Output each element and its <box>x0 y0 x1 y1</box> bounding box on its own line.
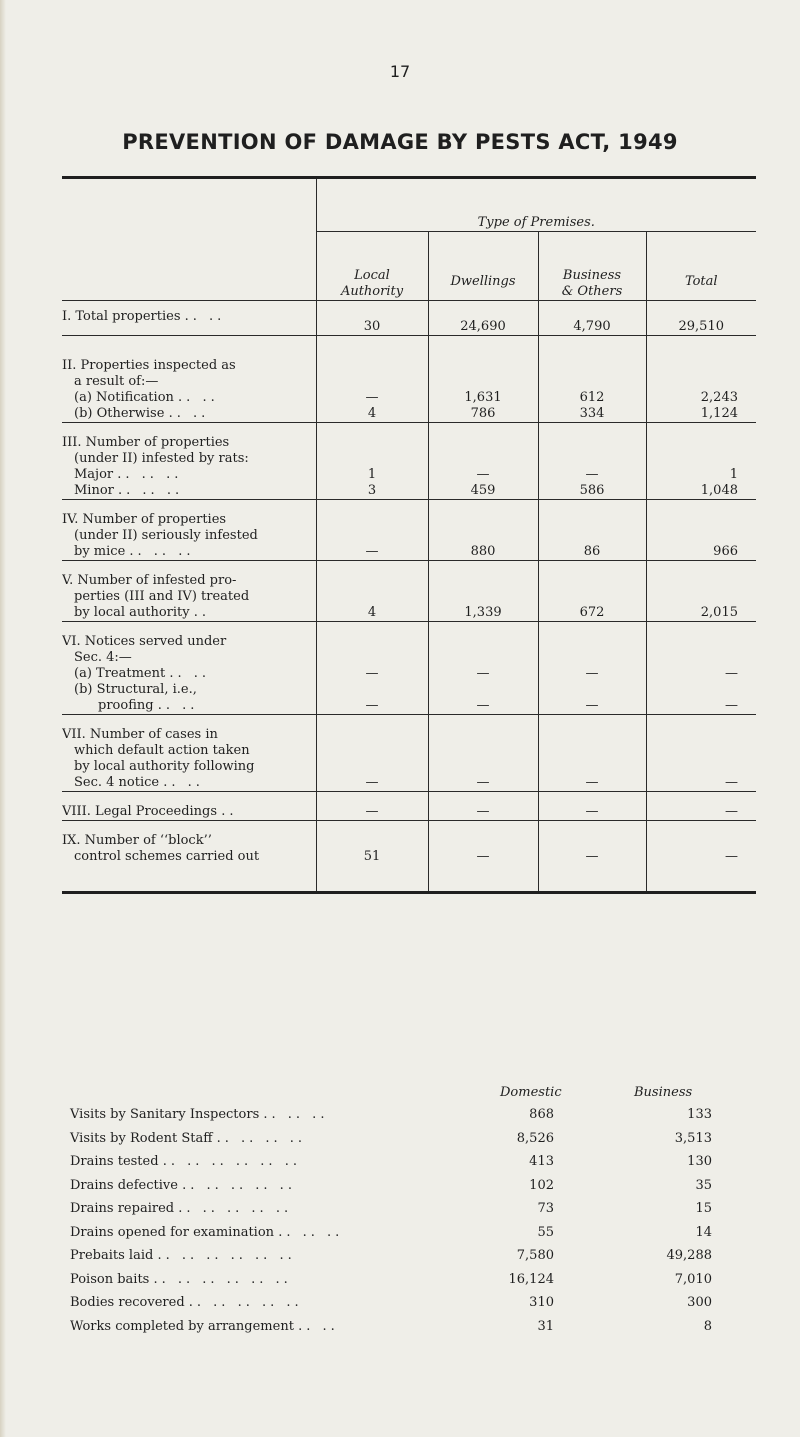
column-header-local-authority: Local Authority <box>316 232 428 301</box>
column-header-business-others: Business & Others <box>538 232 646 301</box>
business-column-header: Business <box>634 1085 693 1100</box>
list-item: Prebaits laid .. .. .. .. .. .. 7,580 49,288 <box>70 1248 712 1263</box>
list-item: Visits by Sanitary Inspectors .. .. .. 868 133 <box>70 1107 712 1122</box>
type-of-premises-header: Type of Premises. <box>316 178 756 232</box>
list-item: Drains repaired .. .. .. .. .. 73 15 <box>70 1201 712 1216</box>
list-item: Drains defective .. .. .. .. .. 102 35 <box>70 1177 712 1193</box>
list-item: Poison baits .. .. .. .. .. .. 16,124 7,010 <box>70 1271 712 1287</box>
page-title: PREVENTION OF DAMAGE BY PESTS ACT, 1949 <box>122 130 678 154</box>
table-row-properties-inspected: II. Properties inspected as a result of:— (a) Notification .. .. (b) Otherwise .. .. — 4 1,631 786 612 334 2,243 1,124 <box>62 336 756 423</box>
table-row-treated-by-local-authority: V. Number of infested pro- perties (III and IV) treated by local authority .. 4 1,339 672 2,015 <box>62 561 756 622</box>
list-item: Works completed by arrangement .. .. 31 8 <box>70 1318 712 1334</box>
visits-statistics <box>62 1085 756 1342</box>
stats-header <box>62 1085 756 1107</box>
column-header-dwellings: Dwellings <box>428 232 538 301</box>
table-row-infested-by-rats: III. Number of properties (under II) infested by rats: Major .. .. .. Minor .. .. .. 1 3 — 459 — 586 1 1,048 <box>62 423 756 500</box>
premises-table <box>62 176 756 894</box>
table-row-total-properties: I. Total properties .. .. 30 24,690 4,790 29,510 <box>62 301 756 336</box>
table-row-infested-by-mice: IV. Number of properties (under II) seriously infested by mice .. .. .. — 880 86 966 <box>62 500 756 561</box>
list-item: Drains opened for examination .. .. .. 55 14 <box>70 1224 712 1240</box>
table-row-notices-served: VI. Notices served under Sec. 4:— (a) Treatment .. .. (b) Structural, i.e., proofing .. .. — — — — — — — — <box>62 622 756 715</box>
column-header-total: Total <box>646 232 756 301</box>
table-row-default-action: VII. Number of cases in which default action taken by local authority following Sec. 4 notice .. .. — — — — <box>62 715 756 792</box>
list-item: Visits by Rodent Staff .. .. .. .. 8,526 3,513 <box>70 1130 712 1146</box>
table-row-legal-proceedings: VIII. Legal Proceedings .. — — — — <box>62 792 756 821</box>
page-number: 17 <box>389 62 411 81</box>
table-header-type-row <box>62 178 756 232</box>
table-row-block-control-schemes: IX. Number of ‘‘block’’ control schemes carried out 51 — — — <box>62 821 756 893</box>
domestic-column-header: Domestic <box>500 1085 562 1100</box>
page-edge-shadow <box>0 0 6 1437</box>
list-item: Bodies recovered .. .. .. .. .. 310 300 <box>70 1295 712 1310</box>
list-item: Drains tested .. .. .. .. .. .. 413 130 <box>70 1154 712 1169</box>
table-header-columns-row <box>62 232 756 301</box>
